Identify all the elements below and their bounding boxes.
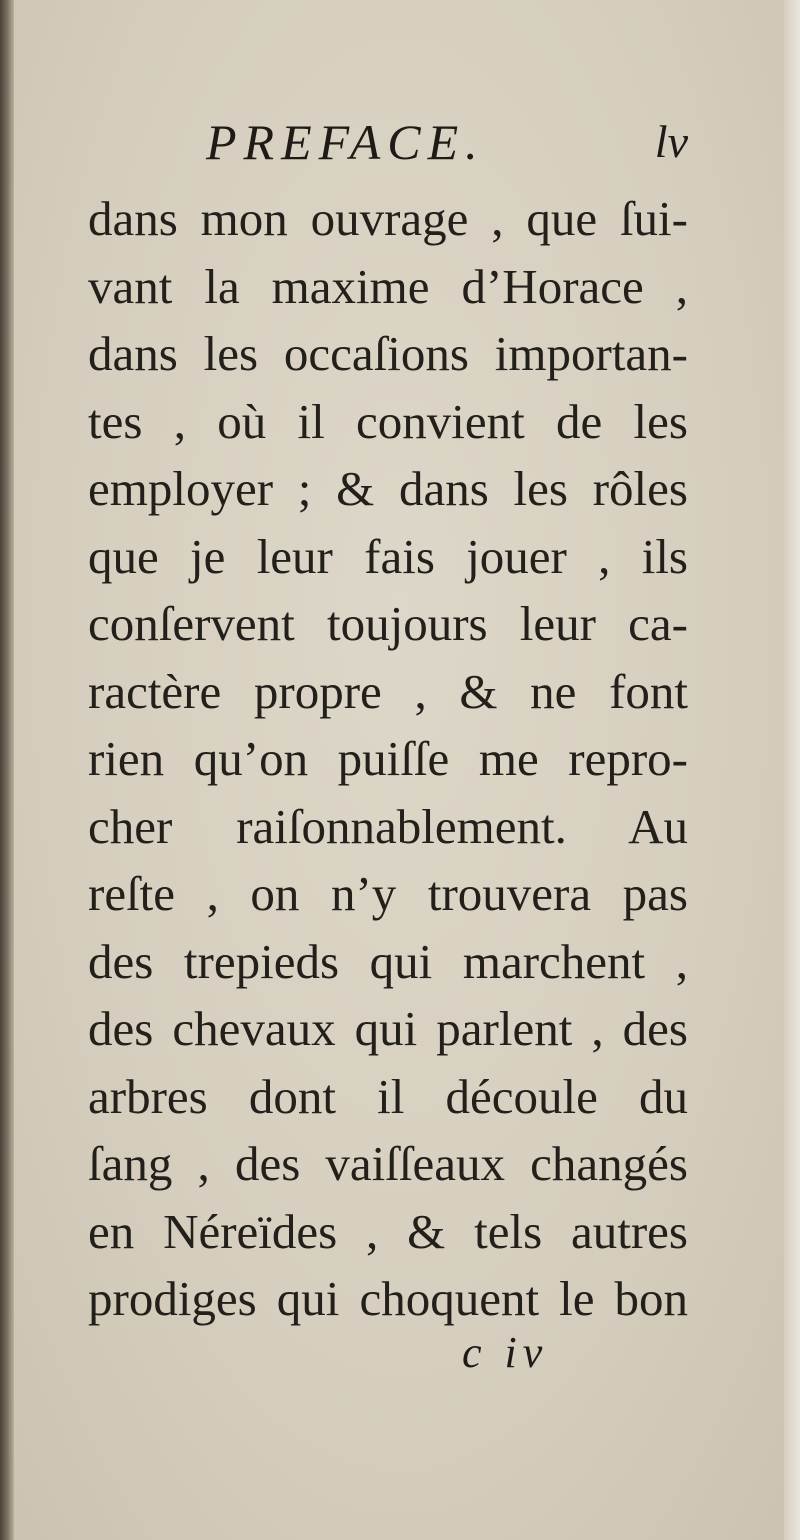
text-line: arbres dont il découle du (88, 1068, 688, 1124)
text-line: ractère propre , & ne font (88, 663, 688, 719)
text-line: des chevaux qui parlent , des (88, 1001, 688, 1056)
page-header (88, 112, 688, 182)
text-line: ſang , des vaiſſeaux changés (88, 1136, 688, 1191)
text-line: conſervent toujours leur ca- (88, 596, 688, 651)
text-line: dans mon ouvrage , que ſui- (88, 191, 688, 246)
text-line: rien qu’on puiſſe me repro- (88, 731, 688, 786)
text-line: cher raiſonnablement. Au (88, 798, 688, 854)
page-number: lv (654, 116, 688, 167)
text-line: dans les occaſions importan- (88, 326, 688, 381)
text-line: des trepieds qui marchent , (88, 933, 688, 989)
text-line: tes , où il convient de les (88, 393, 688, 449)
text-line: prodiges qui choquent le bon (88, 1271, 688, 1326)
text-line: vant la maxime d’Horace , (88, 258, 688, 314)
text-line: reſte , on n’y trouvera pas (88, 866, 688, 921)
binding-gutter (0, 0, 14, 1540)
page-edge (784, 0, 800, 1540)
text-line: employer ; & dans les rôles (88, 461, 688, 516)
body-text (88, 185, 688, 1333)
signature-mark: c iv (462, 1328, 549, 1377)
text-line: que je leur fais jouer , ils (88, 528, 688, 584)
text-line: en Néreïdes , & tels autres (88, 1203, 688, 1259)
running-title: PREFACE. (206, 114, 485, 170)
